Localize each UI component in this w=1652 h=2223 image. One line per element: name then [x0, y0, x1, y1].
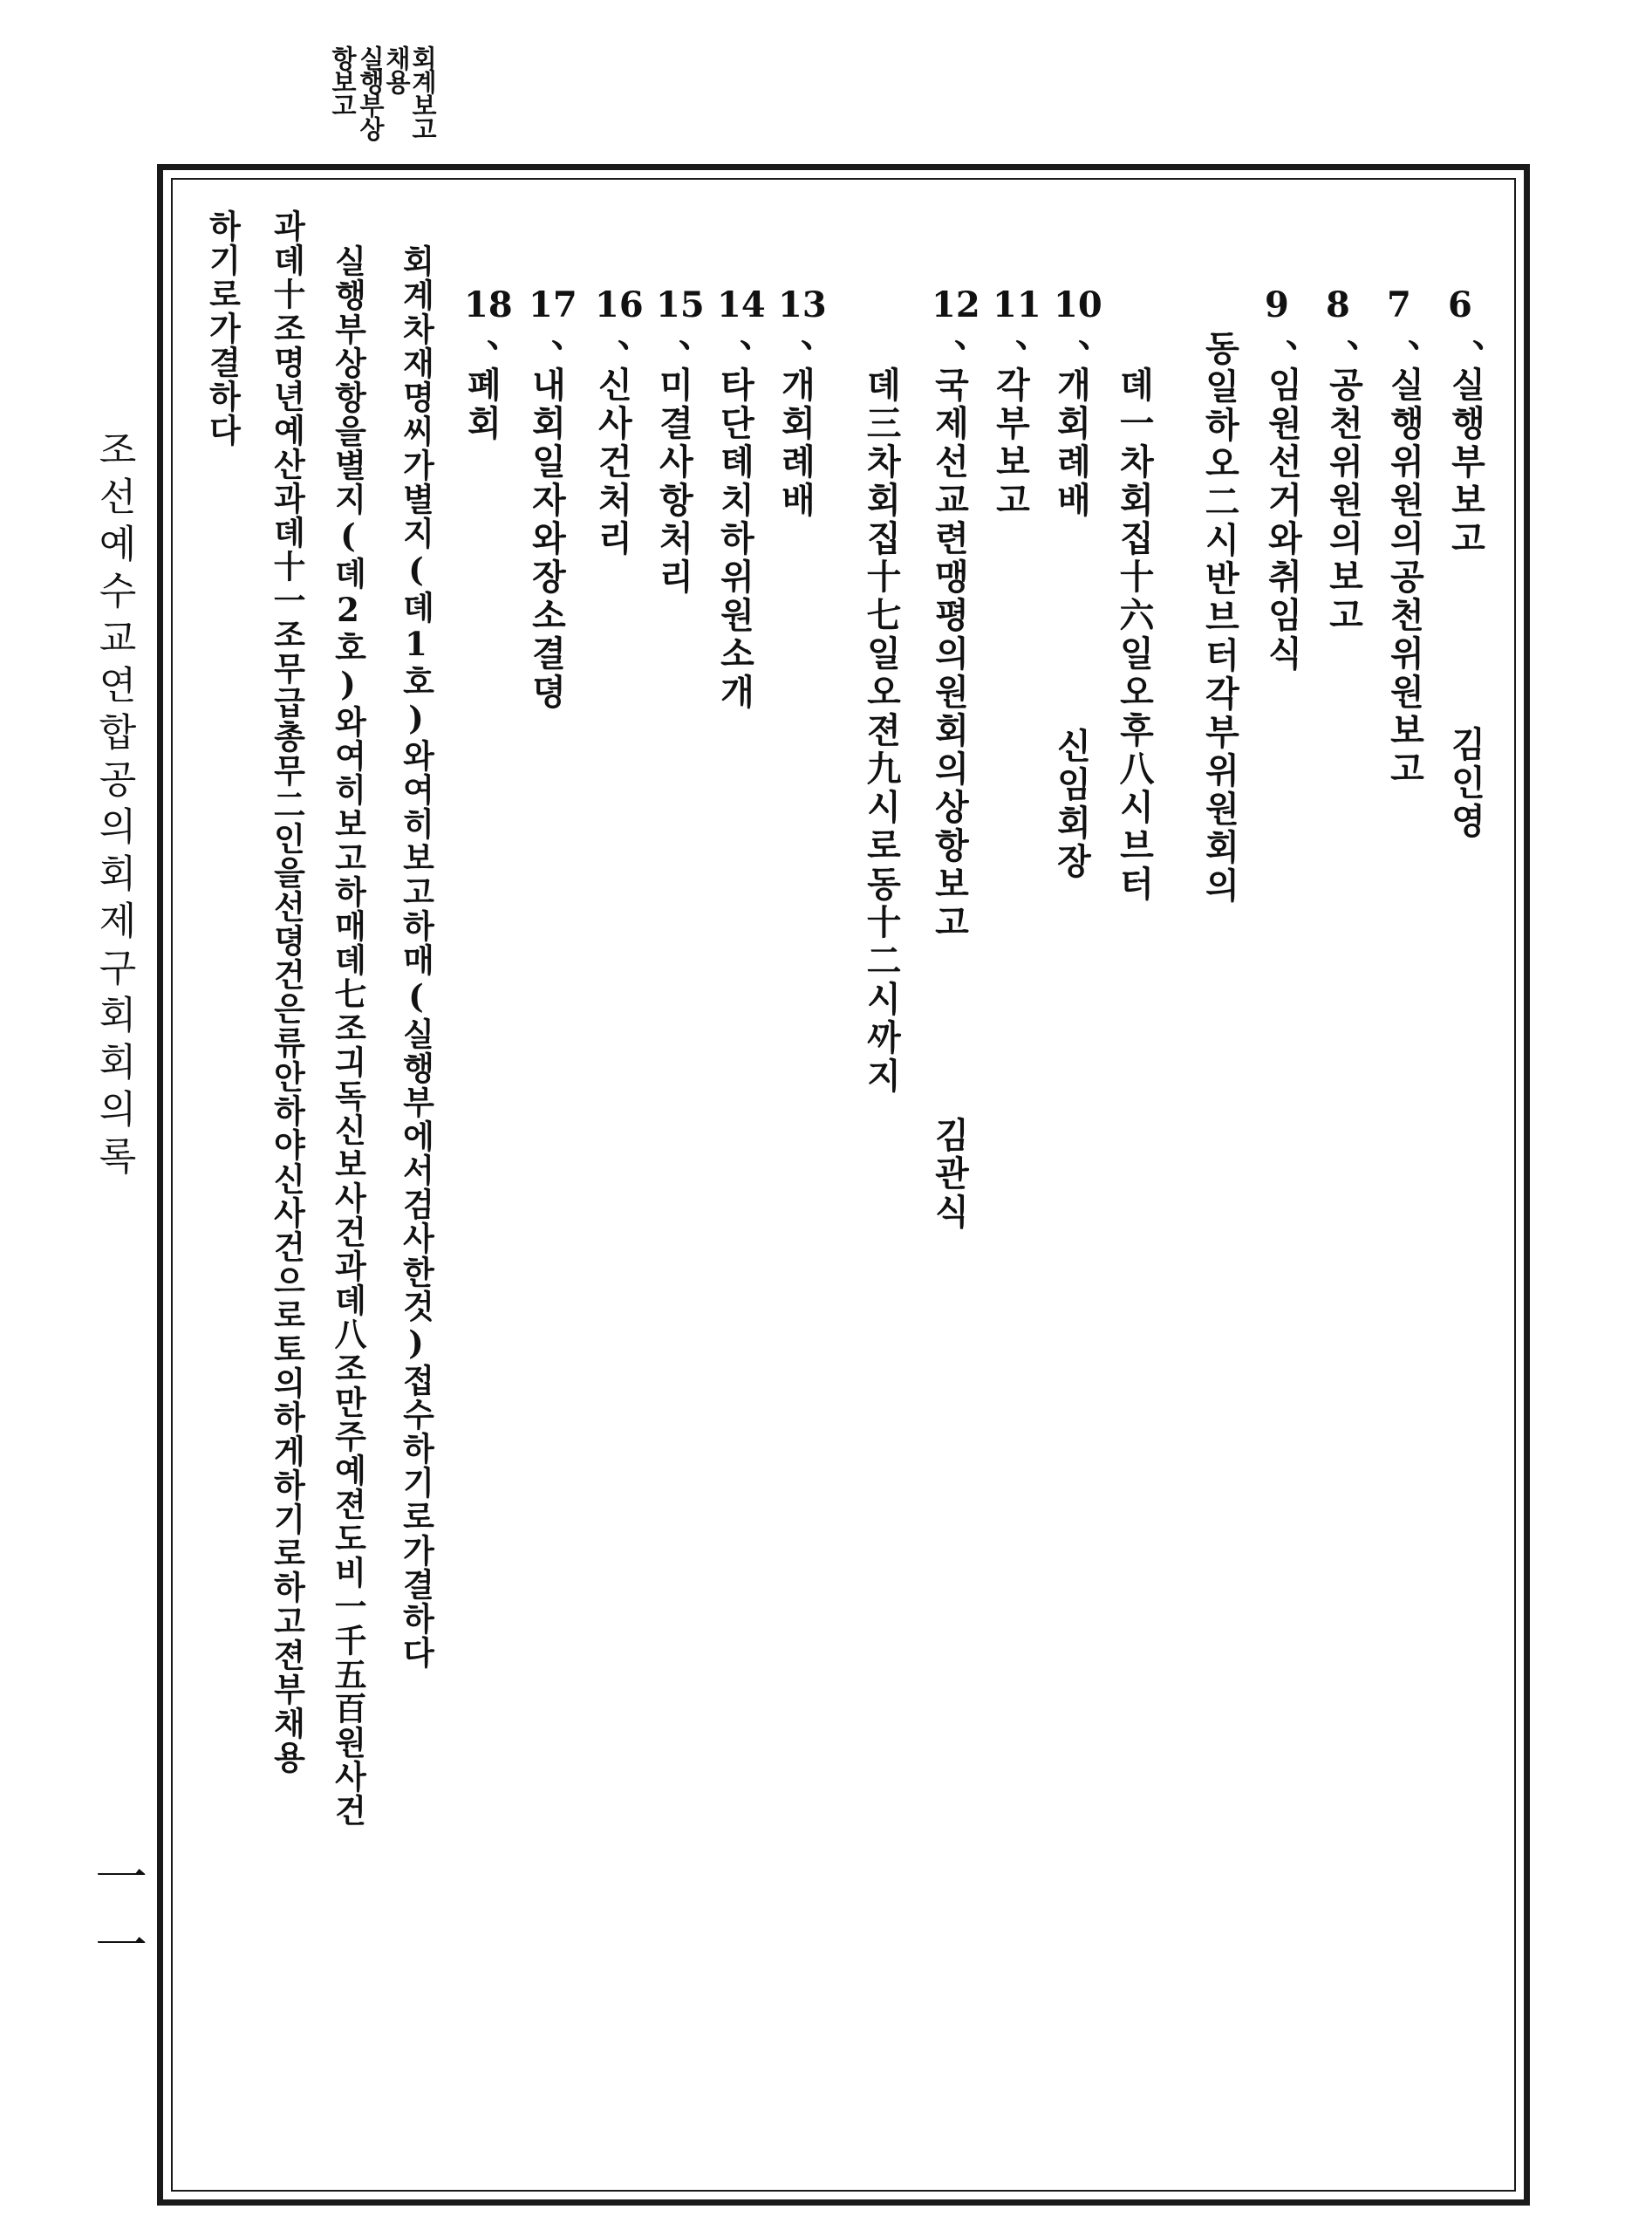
item-mark: 、	[740, 314, 775, 355]
item-text: 실행위원의공천위원보고	[1384, 366, 1425, 789]
item-text: 국제선교련맹평의원회의상항보고	[929, 366, 970, 942]
session-heading: 뎨三차회집十七일오젼九시로동十二시ᄭᅡ지	[861, 366, 902, 1096]
minutes-line: 하기로가결하다	[203, 209, 242, 448]
item-number: 6	[1448, 284, 1472, 325]
item-mark: 、	[1286, 314, 1321, 355]
item-text: 공천위원의보고	[1323, 366, 1364, 635]
minutes-line: 과뎨十조명년예산과뎨十一조무급총무二인을선뎡건은류안하야신사건으로토의하게하기로하고젼부채용	[268, 209, 306, 1775]
item-mark: 、	[801, 314, 836, 355]
item-person: 김관식	[929, 1117, 970, 1232]
page-border-inner	[171, 178, 1516, 2192]
item-number: 18	[464, 284, 513, 325]
item-text: 타단톄치하위원소개	[714, 366, 755, 712]
item-number: 8	[1326, 284, 1350, 325]
minutes-line: 실행부상항을별지(뎨2호)와여히보고하매뎨七조긔독신보사건과뎨八조만주예젼도비一千五百원사건	[329, 244, 367, 1828]
item-mark: 、	[551, 314, 586, 355]
item-text: 미결사항처리	[653, 366, 694, 597]
item-number: 7	[1387, 284, 1411, 325]
item-text: 각부보고	[990, 366, 1031, 520]
item-mark: 、	[1408, 314, 1443, 355]
margin-note-adoption: 채용	[382, 45, 412, 92]
session-note: 동일하오二시반브터각부위원회의	[1199, 330, 1240, 906]
item-mark: 、	[487, 314, 522, 355]
running-title: 조선예수교연합공의회제구회회의록	[92, 429, 136, 1183]
page-number: 一一	[86, 1850, 147, 1986]
minutes-line: 회계차재명씨가별지(뎨1호)와여히보고하매(실행부에서검사한것)접수하기로가결하다	[397, 244, 435, 1670]
item-number: 15	[656, 284, 705, 325]
item-mark: 、	[1472, 314, 1507, 355]
margin-note-accounting: 회계보고	[408, 45, 438, 140]
item-mark: 、	[1015, 314, 1050, 355]
item-mark: 、	[954, 314, 989, 355]
item-person: 김인영	[1445, 726, 1486, 841]
item-number: 10	[1054, 284, 1102, 325]
item-text: 임원선거와취임식	[1262, 366, 1303, 674]
item-text: 신사건처리	[592, 366, 633, 558]
item-mark: 、	[1347, 314, 1382, 355]
item-mark: 、	[618, 314, 652, 355]
item-number: 13	[778, 284, 827, 325]
item-mark: 、	[1078, 314, 1113, 355]
item-mark: 、	[679, 314, 713, 355]
item-text: 내회일자와장소결뎡	[526, 366, 567, 712]
item-text: 실행부보고	[1445, 366, 1486, 558]
item-person: 신임회장	[1051, 728, 1092, 881]
margin-note-executive: 실행부상	[356, 45, 386, 140]
item-number: 11	[993, 284, 1041, 325]
item-number: 14	[717, 284, 766, 325]
item-number: 17	[529, 284, 577, 325]
margin-note-report: 항보고	[328, 45, 358, 116]
item-text: 개회례배	[1051, 366, 1092, 520]
item-number: 16	[595, 284, 644, 325]
item-number: 12	[932, 284, 980, 325]
item-text: 폐회	[461, 366, 502, 443]
session-heading: 뎨一차회집十六일오후八시브터	[1114, 366, 1155, 904]
item-text: 개회례배	[775, 366, 816, 520]
item-number: 9	[1265, 284, 1289, 325]
